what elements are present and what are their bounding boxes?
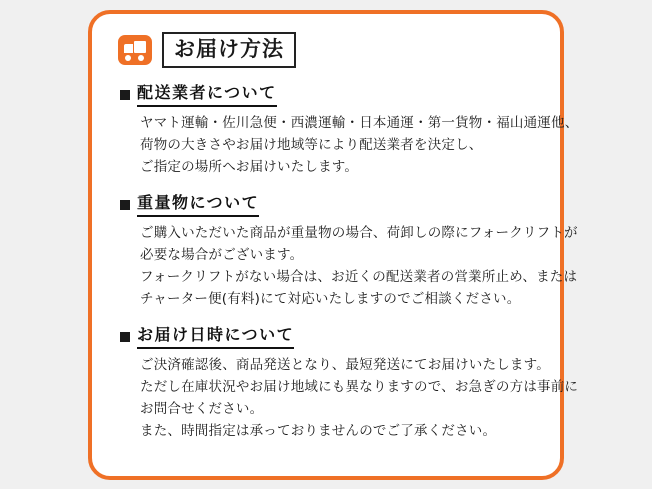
section-body (140, 355, 579, 442)
section-heading-row (120, 82, 538, 107)
body-line: ご指定の場所へお届けいたします。 (140, 158, 359, 175)
page-title: お届け方法 (162, 32, 296, 68)
section-heading-row (120, 324, 538, 349)
section-body (140, 223, 578, 310)
section-title: 重量物について (137, 192, 259, 217)
section-heavy-items (114, 192, 578, 310)
card-title-row (118, 32, 538, 68)
delivery-truck-icon (118, 35, 152, 65)
body-line: ヤマト運輸・佐川急便・西濃運輸・日本通運・第一貨物・福山通運他、 (140, 114, 579, 131)
section-carriers (114, 82, 579, 178)
section-heading-row (120, 192, 538, 217)
bullet-square-icon (120, 200, 130, 210)
bullet-square-icon (120, 90, 130, 100)
bullet-square-icon (120, 332, 130, 342)
section-title: 配送業者について (137, 82, 277, 107)
section-body (140, 113, 579, 179)
delivery-info-card (88, 10, 579, 480)
body-line: また、時間指定は承っておりませんのでご了承ください。 (140, 422, 497, 439)
body-line: 荷物の大きさやお届け地域等により配送業者を決定し、 (140, 136, 483, 153)
body-line: フォークリフトがない場合は、お近くの配送業者の営業所止め、または (140, 268, 578, 285)
section-delivery-datetime (114, 324, 579, 442)
section-title: お届け日時について (137, 324, 294, 349)
body-line: ご購入いただいた商品が重量物の場合、荷卸しの際にフォークリフトが (140, 225, 578, 242)
body-line: お問合せください。 (140, 400, 264, 417)
body-line: ただし在庫状況やお届け地域にも異なりますので、お急ぎの方は事前に (140, 378, 579, 395)
body-line: チャーター便(有料)にて対応いたしますのでご相談ください。 (140, 290, 521, 307)
card-content (92, 14, 579, 476)
body-line: 必要な場合がございます。 (140, 246, 304, 263)
body-line: ご決済確認後、商品発送となり、最短発送にてお届けいたします。 (140, 357, 550, 374)
